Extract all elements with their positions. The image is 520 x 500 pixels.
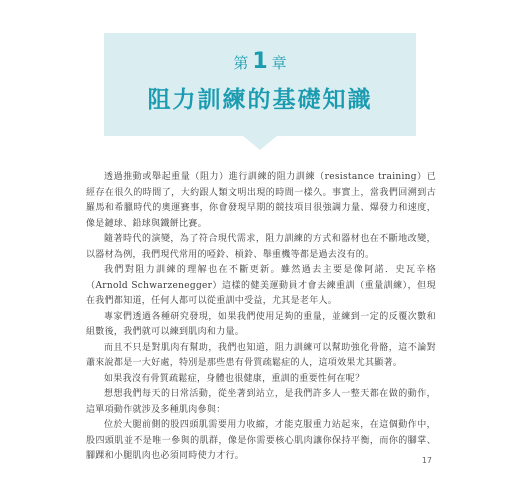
- paragraph: 位於大腿前側的股四頭肌需要用力收縮，才能克服重力站起來，在這個動作中，股四頭肌並不是唯一參與的肌群，像是你需要核心肌肉讓你保持平衡，而你的腳掌、腳踝和小腿肌肉也必須同時使力才行。: [86, 420, 436, 461]
- chapter-prefix: 第: [233, 54, 249, 72]
- chapter-number: 1: [252, 49, 268, 74]
- paragraph: 隨著時代的演變，為了符合現代需求，阻力訓練的方式和器材也在不斷地改變，以器材為例，我們現代常用的啞鈴、槓鈴、舉重機等都是過去沒有的。: [86, 234, 436, 260]
- chapter-header-pointer: [243, 136, 277, 150]
- body-text: [86, 170, 436, 465]
- chapter-label: [104, 49, 416, 74]
- paragraph: 專家們透過各種研究發現，如果我們使用足夠的重量，並練到一定的反覆次數和組數後，我們就可以練到肌肉和力量。: [86, 311, 436, 337]
- page-number: 17: [421, 456, 432, 465]
- paragraph: 如果我沒有骨質疏鬆症，身體也很健康，重訓的重要性何在呢？: [104, 373, 365, 384]
- paragraph: 我們對阻力訓練的理解也在不斷更新。雖然過去主要是像阿諾．史瓦辛格（Arnold Schwarzenegger）這樣的健美運動員才會去練重訓（重量訓練），但現在我們都知道，任何人都可以從重訓中受益，尤其是老年人。: [86, 265, 436, 306]
- chapter-title: 阻力訓練的基礎知識: [147, 87, 373, 113]
- paragraph: 透過推動或舉起重量（阻力）進行訓練的阻力訓練（resistance training）已經存在很久的時間了，大約跟人類文明出現的時間一樣久。事實上，當我們回溯到古羅馬和希臘時代的奧運賽事，你會發現早期的競技項目很強調力量、爆發力和速度，像是鏈球、鉛球與鐵餅比賽。: [86, 172, 436, 229]
- chapter-suffix: 章: [271, 54, 287, 72]
- paragraph: 想想我們每天的日常活動，從坐著到站立，是我們許多人一整天都在做的動作，這單項動作就涉及多種肌肉參與：: [86, 389, 436, 415]
- paragraph: 而且不只是對肌肉有幫助，我們也知道，阻力訓練可以幫助強化骨骼，這不論對蕭來說都是一大好處，特別是那些患有骨質疏鬆症的人，這項效果尤其顯著。: [86, 342, 436, 368]
